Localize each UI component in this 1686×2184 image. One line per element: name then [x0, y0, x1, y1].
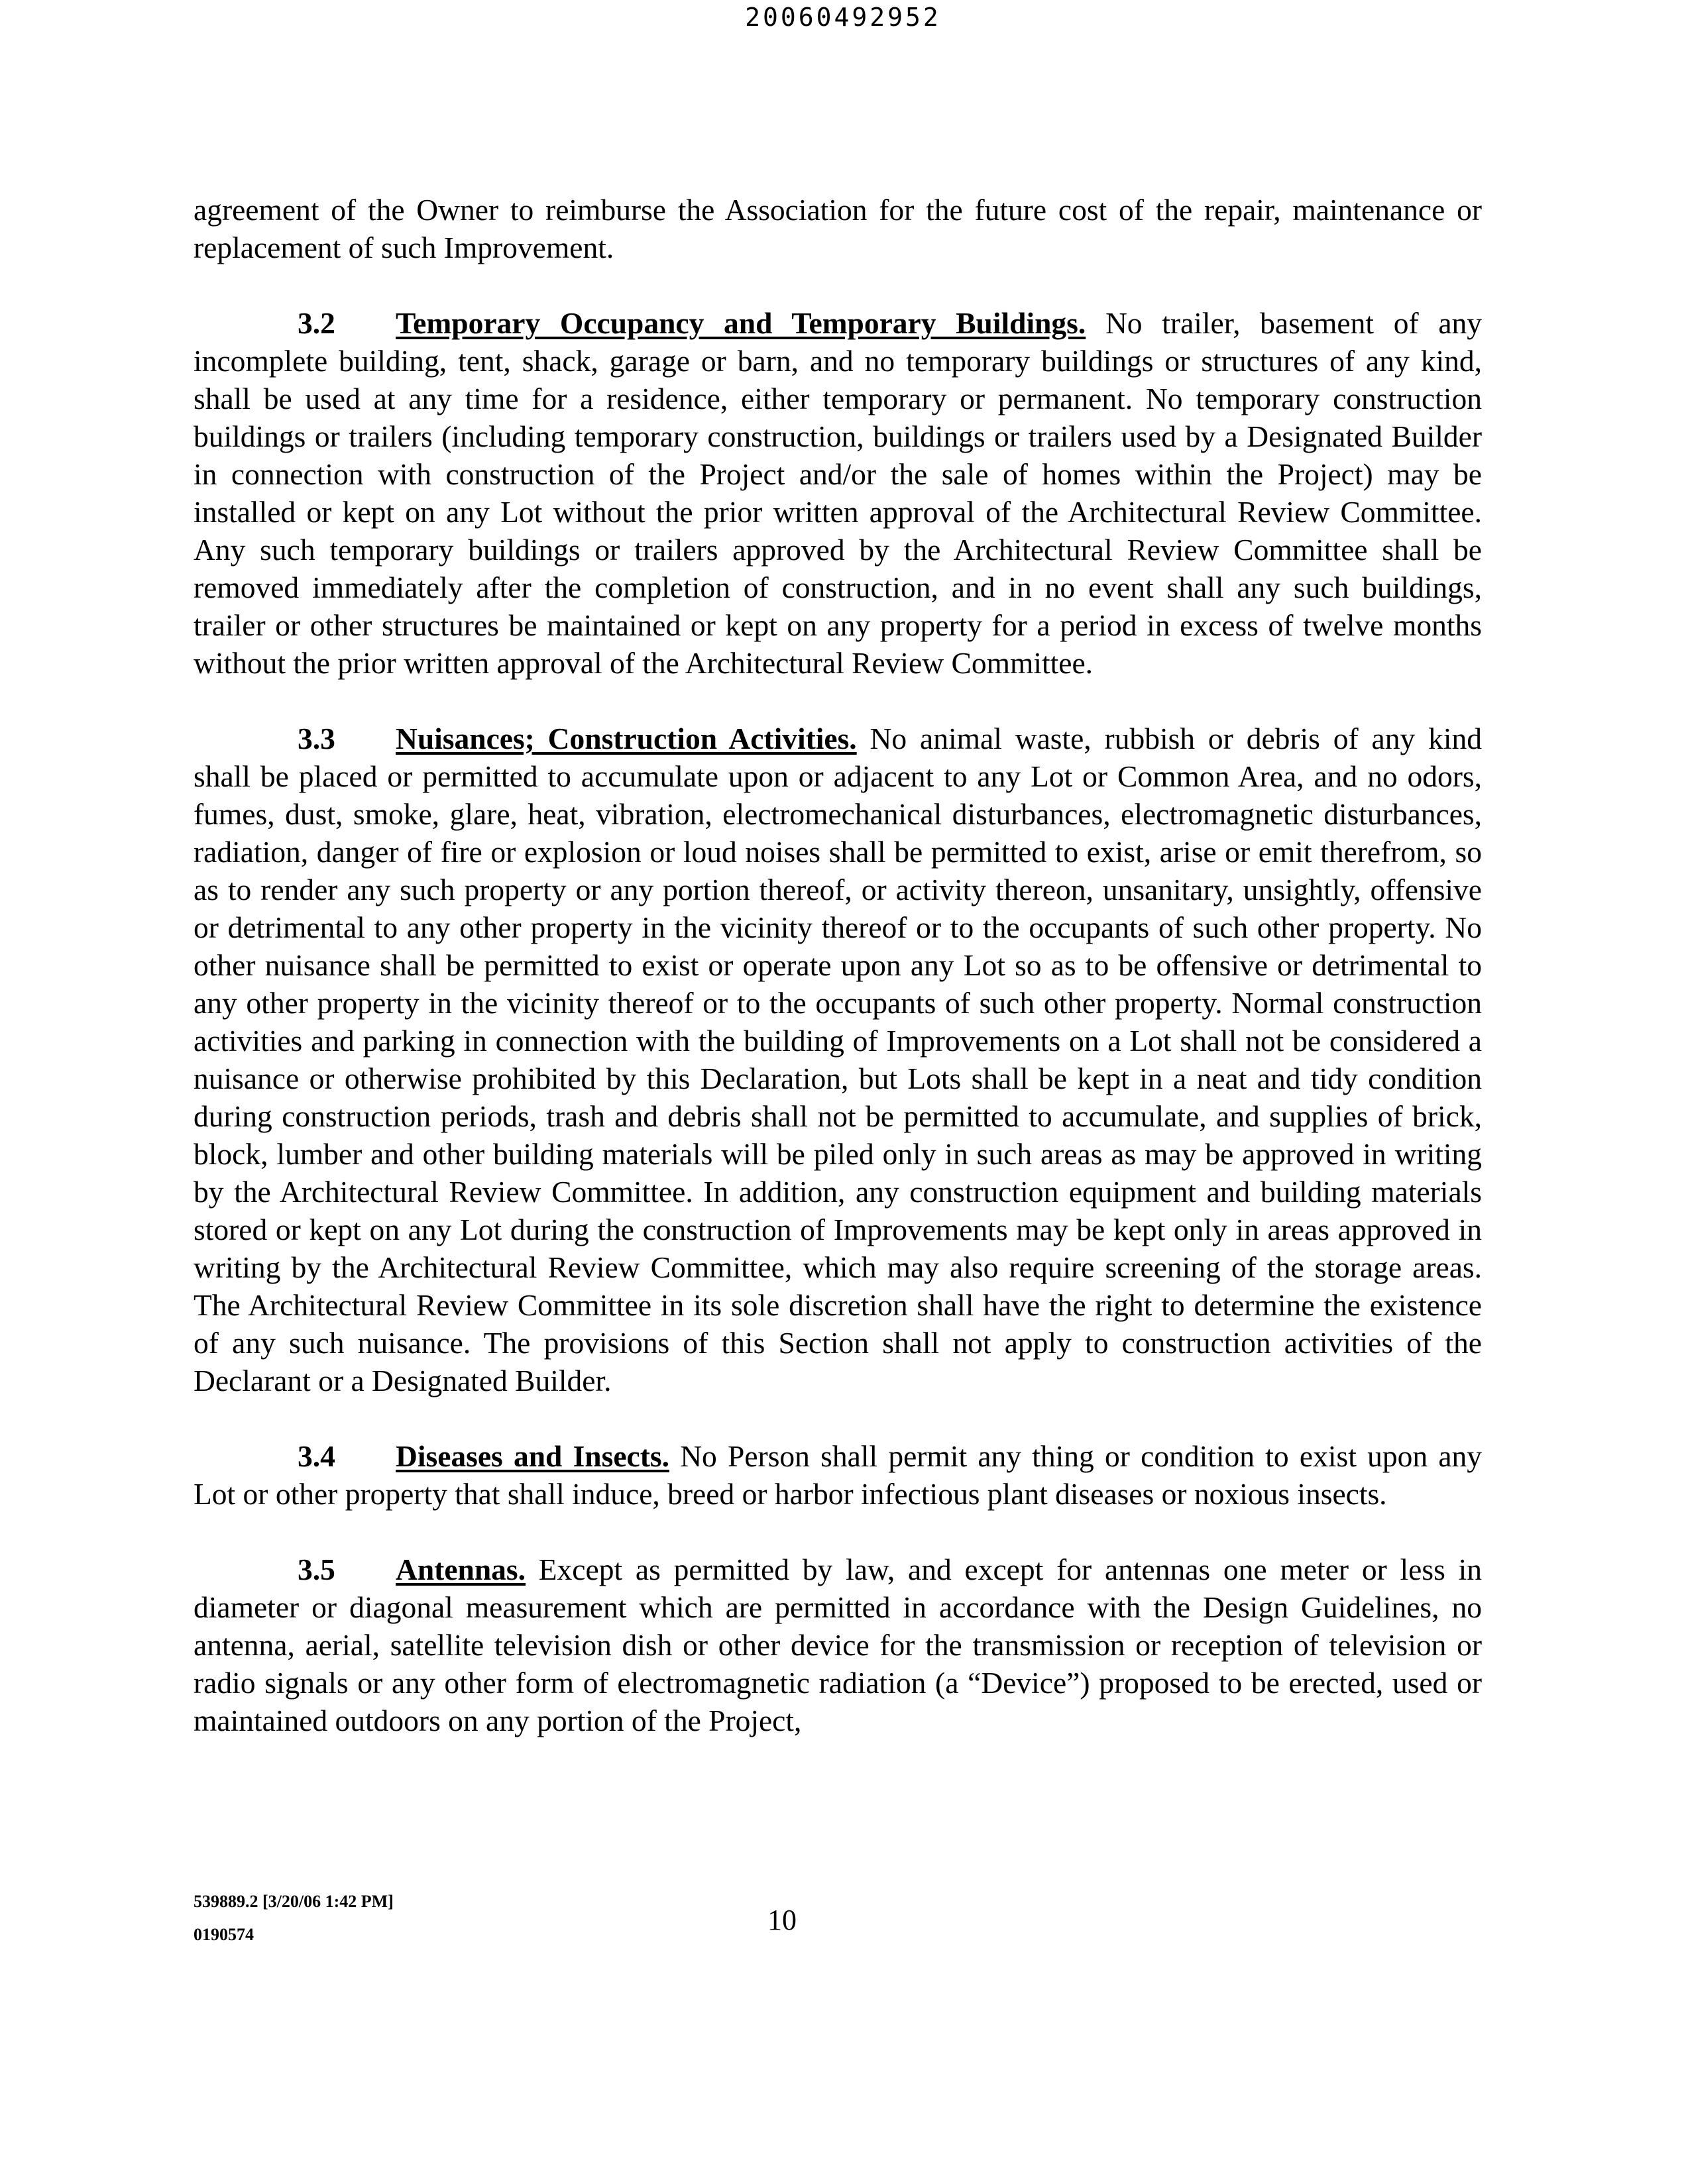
section-3-5: [194, 1551, 1482, 1739]
section-title: Nuisances; Construction Activities.: [396, 722, 857, 755]
footer-doc-ref: 539889.2 [3/20/06 1:42 PM]: [194, 1892, 394, 1911]
section-number: 3.3: [298, 722, 335, 755]
section-3-2: [194, 304, 1482, 682]
section-text: No trailer, basement of any incomplete building, tent, shack, garage or barn, and no temporary buildings or structures of any kind, shall be used at any time for a residence, either temporary or permanent. No temporary construction buildings or trailers (including temporary construction, buildings or trailers used by a Designated Builder in connection with construction of the Project and/or the sale of homes within the Project) may be installed or kept on any Lot without the prior written approval of the Architectural Review Committee. Any such temporary buildings or trailers approved by the Architectural Review Committee shall be removed immediately after the completion of construction, and in no event shall any such buildings, trailer or other structures be maintained or kept on any property for a period in excess of twelve months without the prior written approval of the Architectural Review Committee.: [194, 306, 1483, 680]
section-3-3: [194, 720, 1482, 1399]
section-title: Temporary Occupancy and Temporary Buildings.: [396, 306, 1086, 340]
section-text: No animal waste, rubbish or debris of any kind shall be placed or permitted to accumulate upon or adjacent to any Lot or Common Area, and no odors, fumes, dust, smoke, glare, heat, vibration, electromechanical disturbances, electromagnetic disturbances, radiation, danger of fire or explosion or loud noises shall be permitted to exist, arise or emit therefrom, so as to render any such property or any portion thereof, or activity thereon, unsanitary, unsightly, offensive or detrimental to any other property in the vicinity thereof or to the occupants of such other property. No other nuisance shall be permitted to exist or operate upon any Lot so as to be offensive or detrimental to any other property in the vicinity thereof or to the occupants of such other property. Normal construction activities and parking in connection with the building of Improvements on a Lot shall not be considered a nuisance or otherwise prohibited by this Declaration, but Lots shall be kept in a neat and tidy condition during construction periods, trash and debris shall not be permitted to accumulate, and supplies of brick, block, lumber and other building materials will be piled only in such areas as may be approved in writing by the Architectural Review Committee. In addition, any construction equipment and building materials stored or kept on any Lot during the construction of Improvements may be kept only in areas approved in writing by the Architectural Review Committee, which may also require screening of the storage areas. The Architectural Review Committee in its sole discretion shall have the right to determine the existence of any such nuisance. The provisions of this Section shall not apply to construction activities of the Declarant or a Designated Builder.: [194, 722, 1482, 1397]
section-title: Antennas.: [396, 1553, 526, 1586]
section-title: Diseases and Insects.: [396, 1439, 669, 1473]
section-3-4: [194, 1437, 1482, 1513]
document-body: [194, 191, 1482, 1777]
section-number: 3.5: [298, 1553, 335, 1586]
section-number: 3.4: [298, 1439, 335, 1473]
document-number: 20060492952: [745, 3, 941, 32]
section-text: Except as permitted by law, and except for antennas one meter or less in diameter or diagonal measurement which are permitted in accordance with the Design Guidelines, no antenna, aerial, satellite television dish or other device for the transmission or reception of television or radio signals or any other form of electromagnetic radiation (a “Device”) proposed to be erected, used or maintained outdoors on any portion of the Project,: [194, 1553, 1482, 1737]
section-number: 3.2: [298, 306, 335, 340]
section-text: No Person shall permit any thing or condition to exist upon any Lot or other property that shall induce, breed or harbor infectious plant diseases or noxious insects.: [194, 1439, 1483, 1511]
footer-client-ref: 0190574: [194, 1925, 254, 1944]
continuation-paragraph: agreement of the Owner to reimburse the Association for the future cost of the repair, maintenance or replacement of such Improvement.: [194, 193, 1482, 264]
page-number: 10: [767, 1904, 797, 1936]
footer-references: [194, 1885, 394, 1951]
